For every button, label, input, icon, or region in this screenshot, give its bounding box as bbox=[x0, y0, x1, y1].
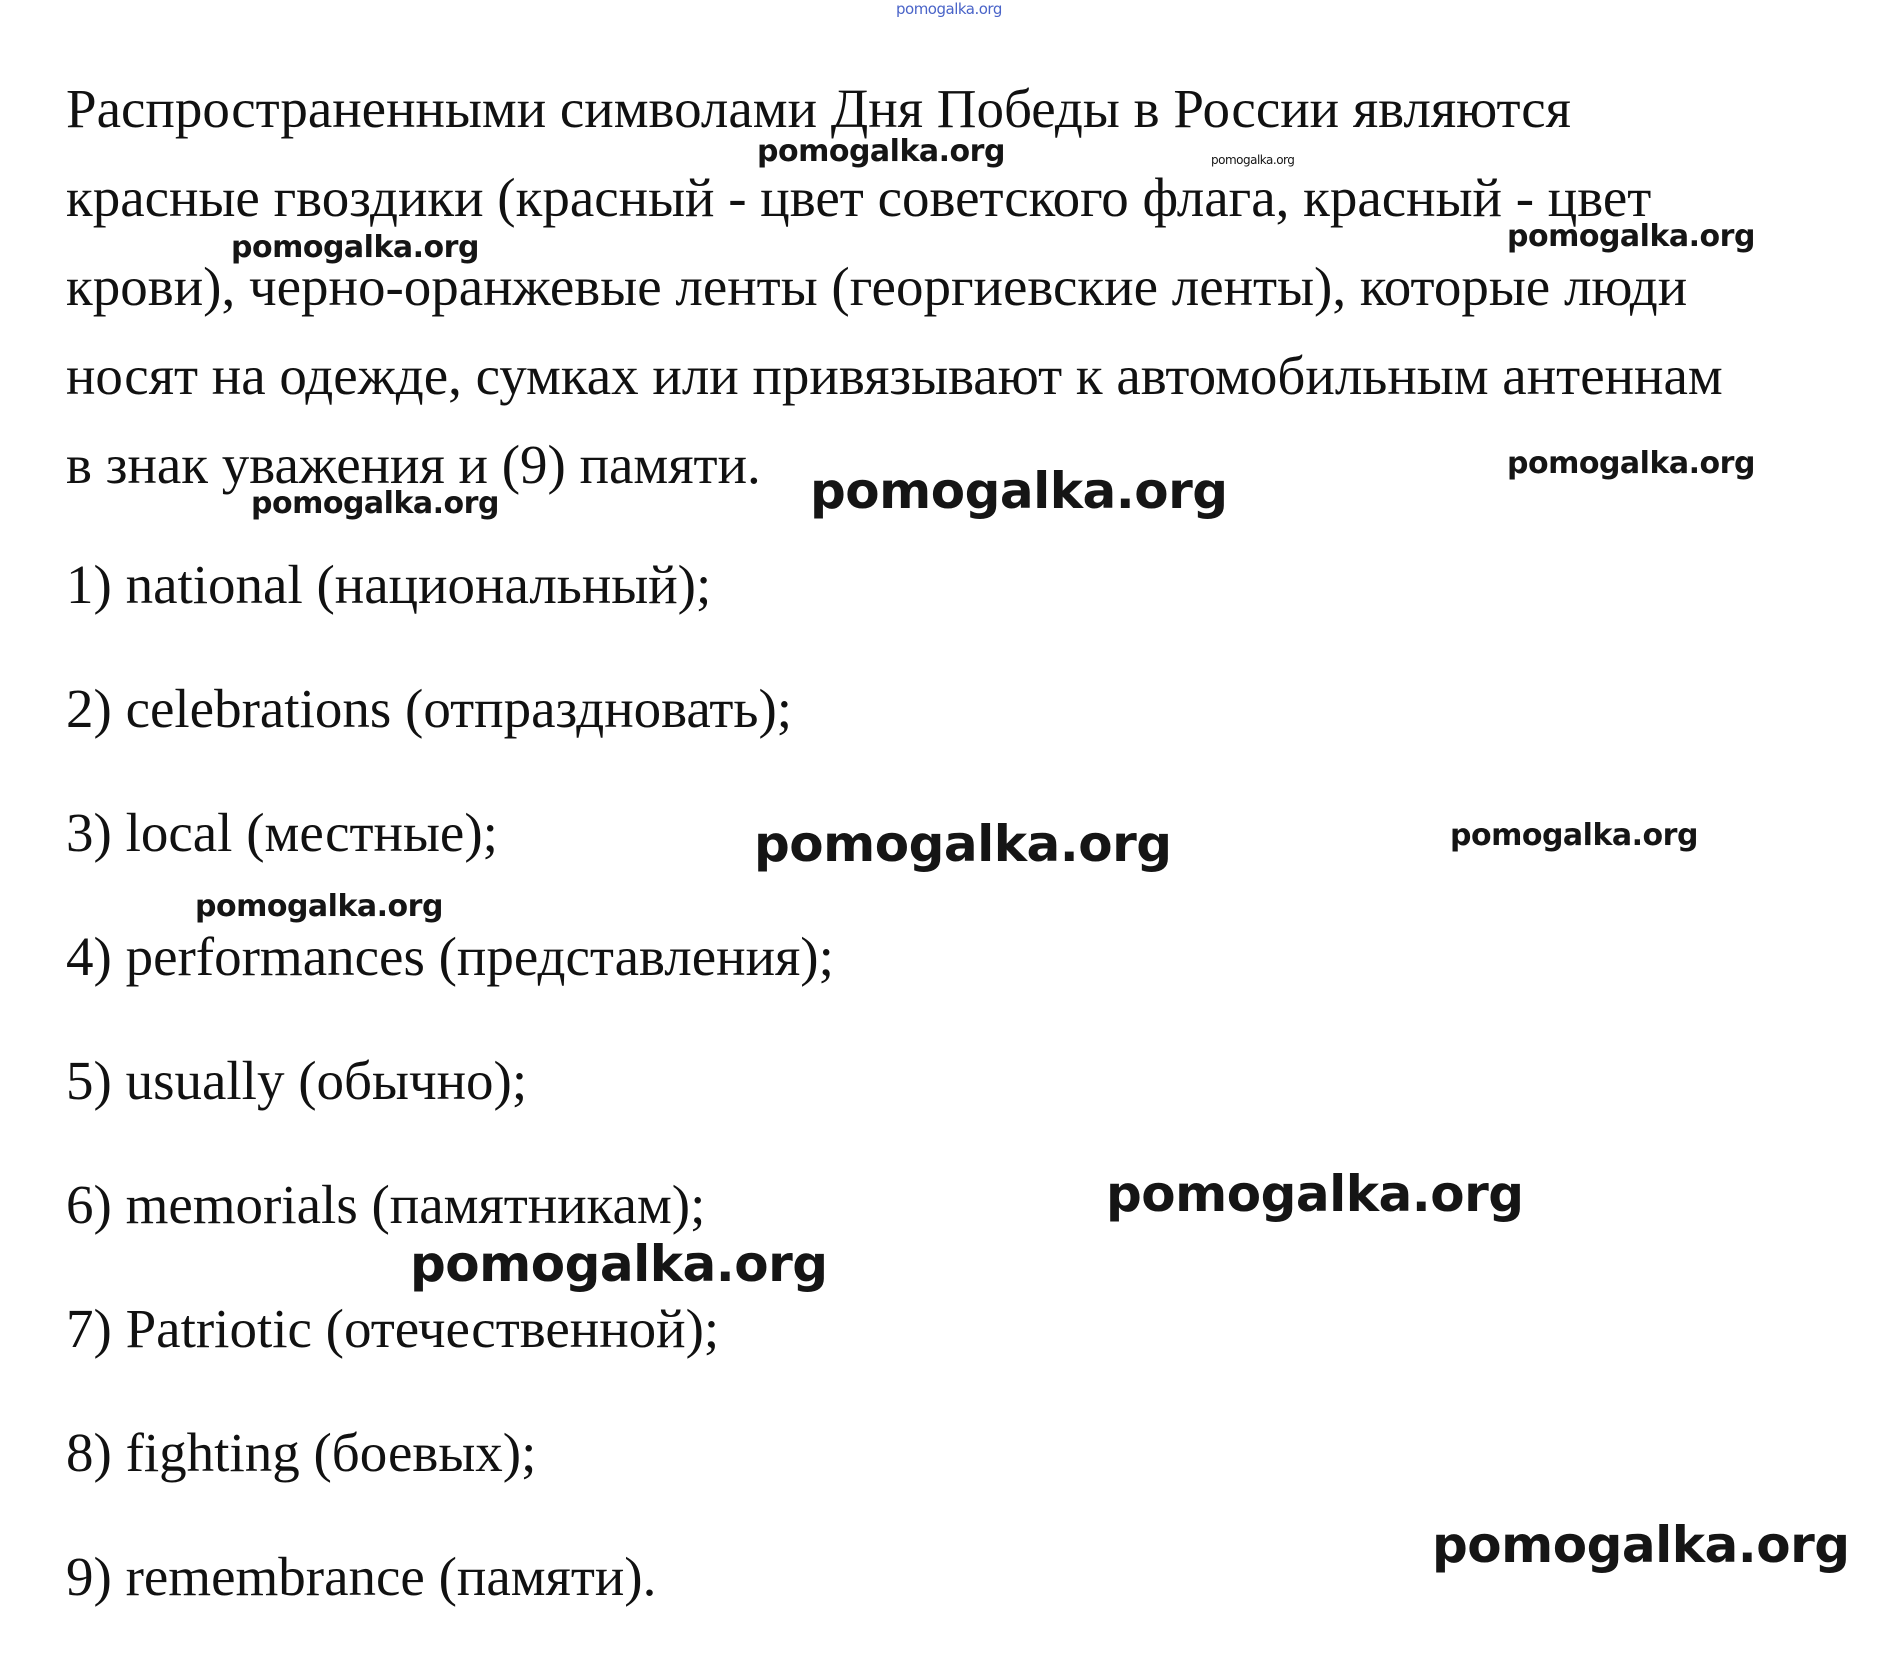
watermark: pomogalka.org bbox=[1106, 1165, 1524, 1223]
watermark: pomogalka.org bbox=[1450, 818, 1698, 853]
watermark: pomogalka.org bbox=[1507, 446, 1755, 481]
header-watermark: pomogalka.org bbox=[896, 0, 1002, 18]
answer-item: 2) celebrations (отпраздновать); bbox=[66, 678, 793, 739]
watermark: pomogalka.org bbox=[410, 1235, 828, 1293]
watermark: pomogalka.org bbox=[754, 815, 1172, 873]
paragraph-line: Распространенными символами Дня Победы в России являются bbox=[66, 78, 1571, 139]
paragraph-line: в знак уважения и (9) памяти. bbox=[66, 434, 761, 495]
answer-item: 3) local (местные); bbox=[66, 802, 498, 863]
paragraph-line: носят на одежде, сумках или привязывают к автомобильным антеннам bbox=[66, 345, 1723, 406]
watermark: pomogalka.org bbox=[195, 889, 443, 924]
paragraph-line: крови), черно-оранжевые ленты (георгиевские ленты), которые люди bbox=[66, 256, 1688, 317]
answer-item: 7) Patriotic (отечественной); bbox=[66, 1298, 720, 1359]
answer-list bbox=[66, 540, 834, 1656]
answer-item: 1) national (национальный); bbox=[66, 554, 712, 615]
watermark: pomogalka.org bbox=[1211, 153, 1295, 167]
answer-item: 6) memorials (памятникам); bbox=[66, 1174, 706, 1235]
watermark: pomogalka.org bbox=[1507, 219, 1755, 254]
paragraph-line: красные гвоздики (красный - цвет советского флага, красный - цвет bbox=[66, 167, 1652, 228]
answer-item: 5) usually (обычно); bbox=[66, 1050, 528, 1111]
watermark: pomogalka.org bbox=[251, 486, 499, 521]
paragraph bbox=[66, 64, 1856, 509]
answer-item: 9) remembrance (памяти). bbox=[66, 1546, 657, 1607]
watermark: pomogalka.org bbox=[810, 462, 1228, 520]
answer-item: 4) performances (представления); bbox=[66, 926, 834, 987]
watermark: pomogalka.org bbox=[757, 134, 1005, 169]
watermark: pomogalka.org bbox=[1432, 1516, 1850, 1574]
watermark: pomogalka.org bbox=[231, 230, 479, 265]
answer-item: 8) fighting (боевых); bbox=[66, 1422, 537, 1483]
